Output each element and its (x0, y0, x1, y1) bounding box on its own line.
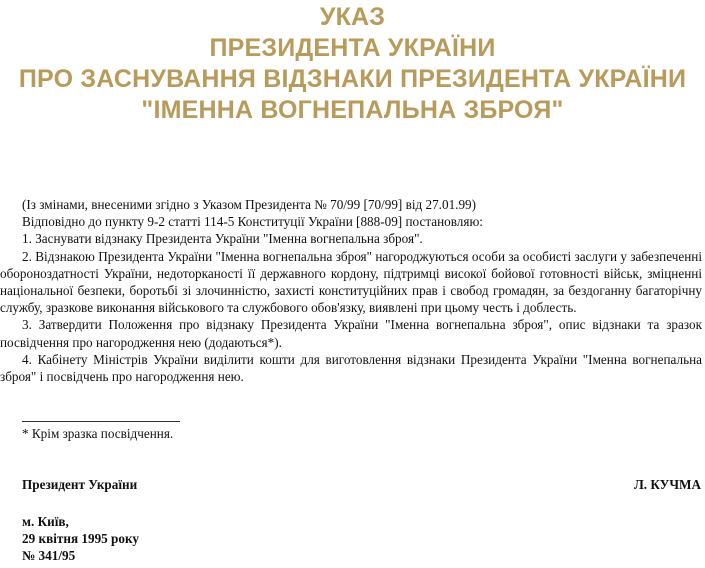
issue-place: м. Київ, (22, 514, 69, 529)
footnote-divider (22, 421, 180, 422)
issue-number: № 341/95 (22, 548, 76, 563)
title-line-subject: ПРО ЗАСНУВАННЯ ВІДЗНАКИ ПРЕЗИДЕНТА УКРАЇНИ (18, 65, 687, 93)
title-line-award-name: "ІМЕННА ВОГНЕПАЛЬНА ЗБРОЯ" (141, 96, 564, 124)
title-line-decree: УКАЗ (319, 3, 386, 31)
decree-item-4: 4. Кабінету Міністрів України виділити кошти для виготовлення відзнаки Президента України "Іменна вогнепальна зброя" і посвідчень про нагородження нею. (0, 351, 702, 385)
decree-item-1: 1. Заснувати відзнаку Президента України "Іменна вогнепальна зброя". (22, 231, 423, 247)
footnote: * Крім зразка посвідчення. (22, 426, 174, 441)
decree-title (0, 2, 705, 126)
issue-date: 29 квітня 1995 року (22, 531, 139, 546)
signatory-name: Л. КУЧМА (633, 477, 701, 492)
preamble: Відповідно до пункту 9-2 статті 114-5 Конституції України [888-09] постановляю: (22, 214, 483, 230)
decree-item-2: 2. Відзнакою Президента України "Іменна вогнепальна зброя" нагороджуються особи за особисті заслуги у забезпеченні обороноздатності України, недоторканості її державного кордону, підтримці високої бойової готовності військ, зміцненні національної безпеки, боротьбі зі злочинністю, захисті конституційних прав і свобод громадян, за бездоганну багаторічну службу, зразкове виконання військового та службового обов'язку, виявлені при цьому честь і доблесть. (0, 248, 702, 316)
decree-item-3: 3. Затвердити Положення про відзнаку Президента України "Іменна вогнепальна зброя", опис відзнаки та зразок посвідчення про нагородження нею (додаються*). (0, 317, 702, 350)
title-line-president: ПРЕЗИДЕНТА УКРАЇНИ (209, 34, 496, 62)
signatory-title: Президент України (22, 477, 138, 492)
amendments-note: (Із змінами, внесеними згідно з Указом Президента № 70/99 [70/99] від 27.01.99) (22, 197, 477, 212)
decree-body (0, 196, 702, 385)
issue-details (22, 513, 139, 564)
